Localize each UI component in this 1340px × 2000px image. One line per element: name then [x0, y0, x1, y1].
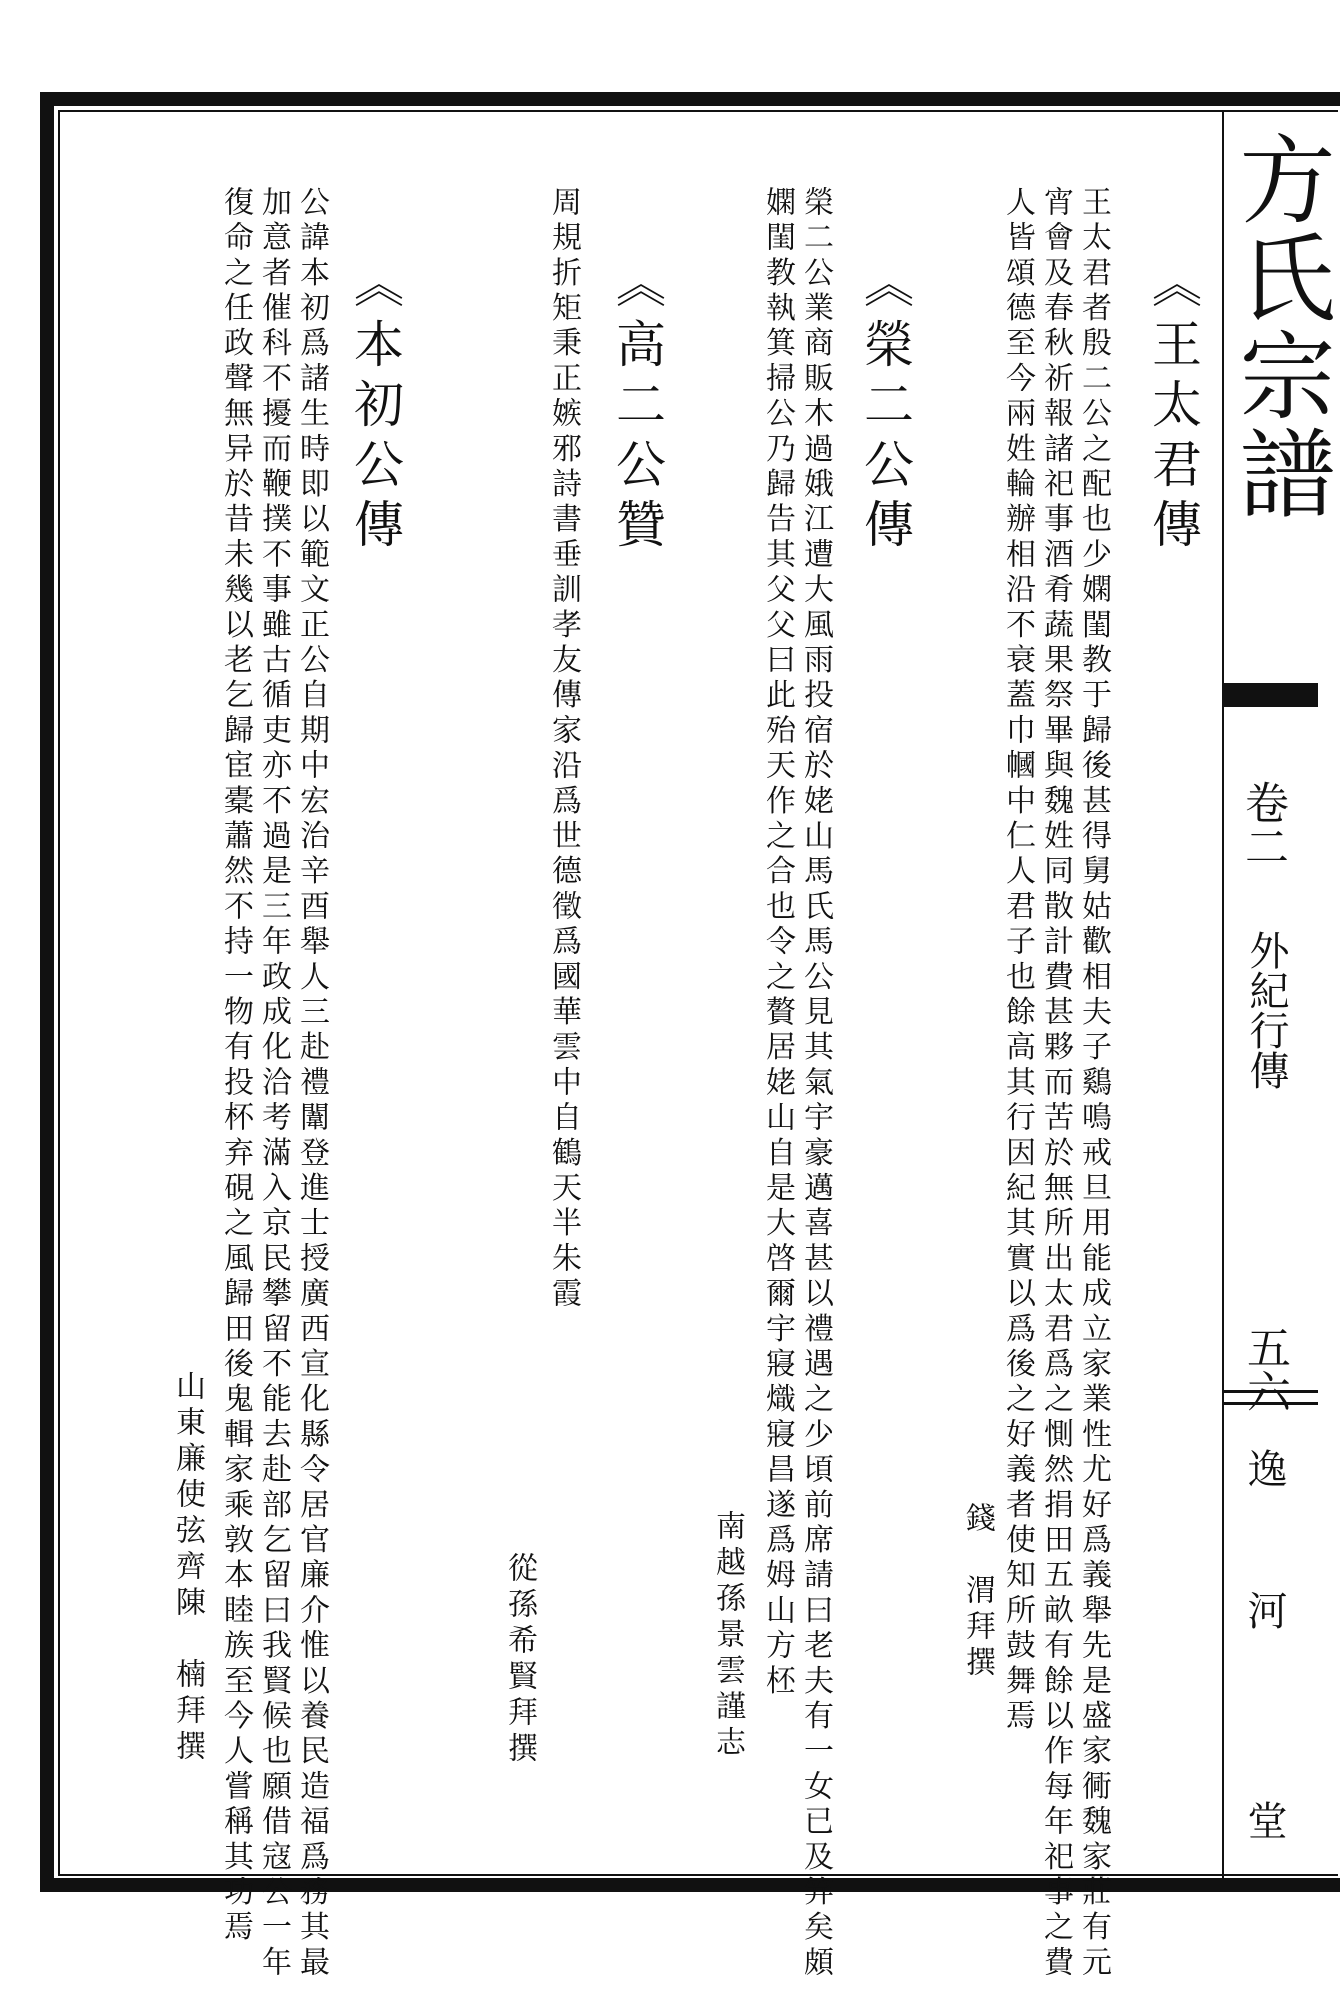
section-text-line: 宵會及春秋祈報諸祀事酒肴蔬果祭畢與魏姓同散計費甚夥而苦於無所出太君爲之惻然捐田五畝有餘以作每年祀事之費 — [1038, 186, 1073, 1982]
spine-hall-char: 河 — [1241, 1590, 1287, 1630]
section-signature: 南越孫景雲謹志 — [710, 1510, 745, 1762]
spine-thick-rule — [1222, 683, 1318, 707]
section-text-line: 周規折矩秉正嫉邪詩書垂訓孝友傳家沿爲世德徵爲國華雲中自鶴天半朱霞 — [546, 186, 581, 1313]
section-text-line: 公諱本初爲諸生時即以範文正公自期中宏治辛酉舉人三赴禮闈登進士授廣西宣化縣令居官廉介惟以養民造福爲務其最 — [294, 186, 329, 1982]
spine-hall-char: 堂 — [1241, 1800, 1287, 1840]
section-signature: 從孫希賢拜撰 — [502, 1552, 537, 1768]
section-title-benchu: 《本初公傳 — [346, 258, 404, 558]
spine-category: 外紀行傳 — [1243, 930, 1289, 1090]
section-title-wang: 《王太君傳 — [1144, 258, 1202, 558]
spine-title: 方氏宗譜 — [1224, 130, 1336, 522]
section-text-line: 嫻閨教執箕掃公乃歸告其父父曰此殆天作之合也令之贅居姥山自是大啓爾宇寢熾寢昌遂爲姆山方柸 — [760, 186, 795, 1700]
section-text-line: 榮二公業商販木過娥江遭大風雨投宿於姥山馬氏馬公見其氣宇豪邁喜甚以禮遇之少頃前席請曰老夫有一女已及笄矣頗 — [798, 186, 833, 1982]
section-title-rong: 《榮二公傳 — [856, 258, 914, 558]
section-text-line: 加意者催科不擾而鞭撲不事雖古循吏亦不過是三年政成化洽考滿入京民攀留不能去赴部乞留曰我賢候也願借寇公一年 — [256, 186, 291, 1982]
section-text-line: 復命之任政聲無异於昔未幾以老乞歸宦橐蕭然不持一物有投杯弃硯之風歸田後鬼輯家乘敦本睦族至今人嘗稱其功焉 — [218, 186, 253, 1946]
section-signature: 錢 渭拜撰 — [960, 1502, 995, 1682]
spine-hall-char: 逸 — [1241, 1448, 1287, 1488]
section-title-gao: 《高二公贊 — [608, 258, 666, 558]
spine-page-number: 五六 — [1239, 1325, 1290, 1413]
spine-volume: 卷二 — [1237, 780, 1288, 868]
section-text-line: 人皆頌德至今兩姓輪辦相沿不衰蓋巾幗中仁人君子也餘高其行因紀其實以爲後之好義者使知所鼓舞焉 — [1000, 186, 1035, 1735]
section-text-line: 王太君者殷二公之配也少嫻閨教于歸後甚得舅姑歡相夫子鷄鳴戒旦用能成立家業性尤好爲義舉先是盛家衕魏家莊有元 — [1076, 186, 1111, 1982]
section-signature: 山東廉使弦齊陳 楠拜撰 — [170, 1370, 205, 1766]
